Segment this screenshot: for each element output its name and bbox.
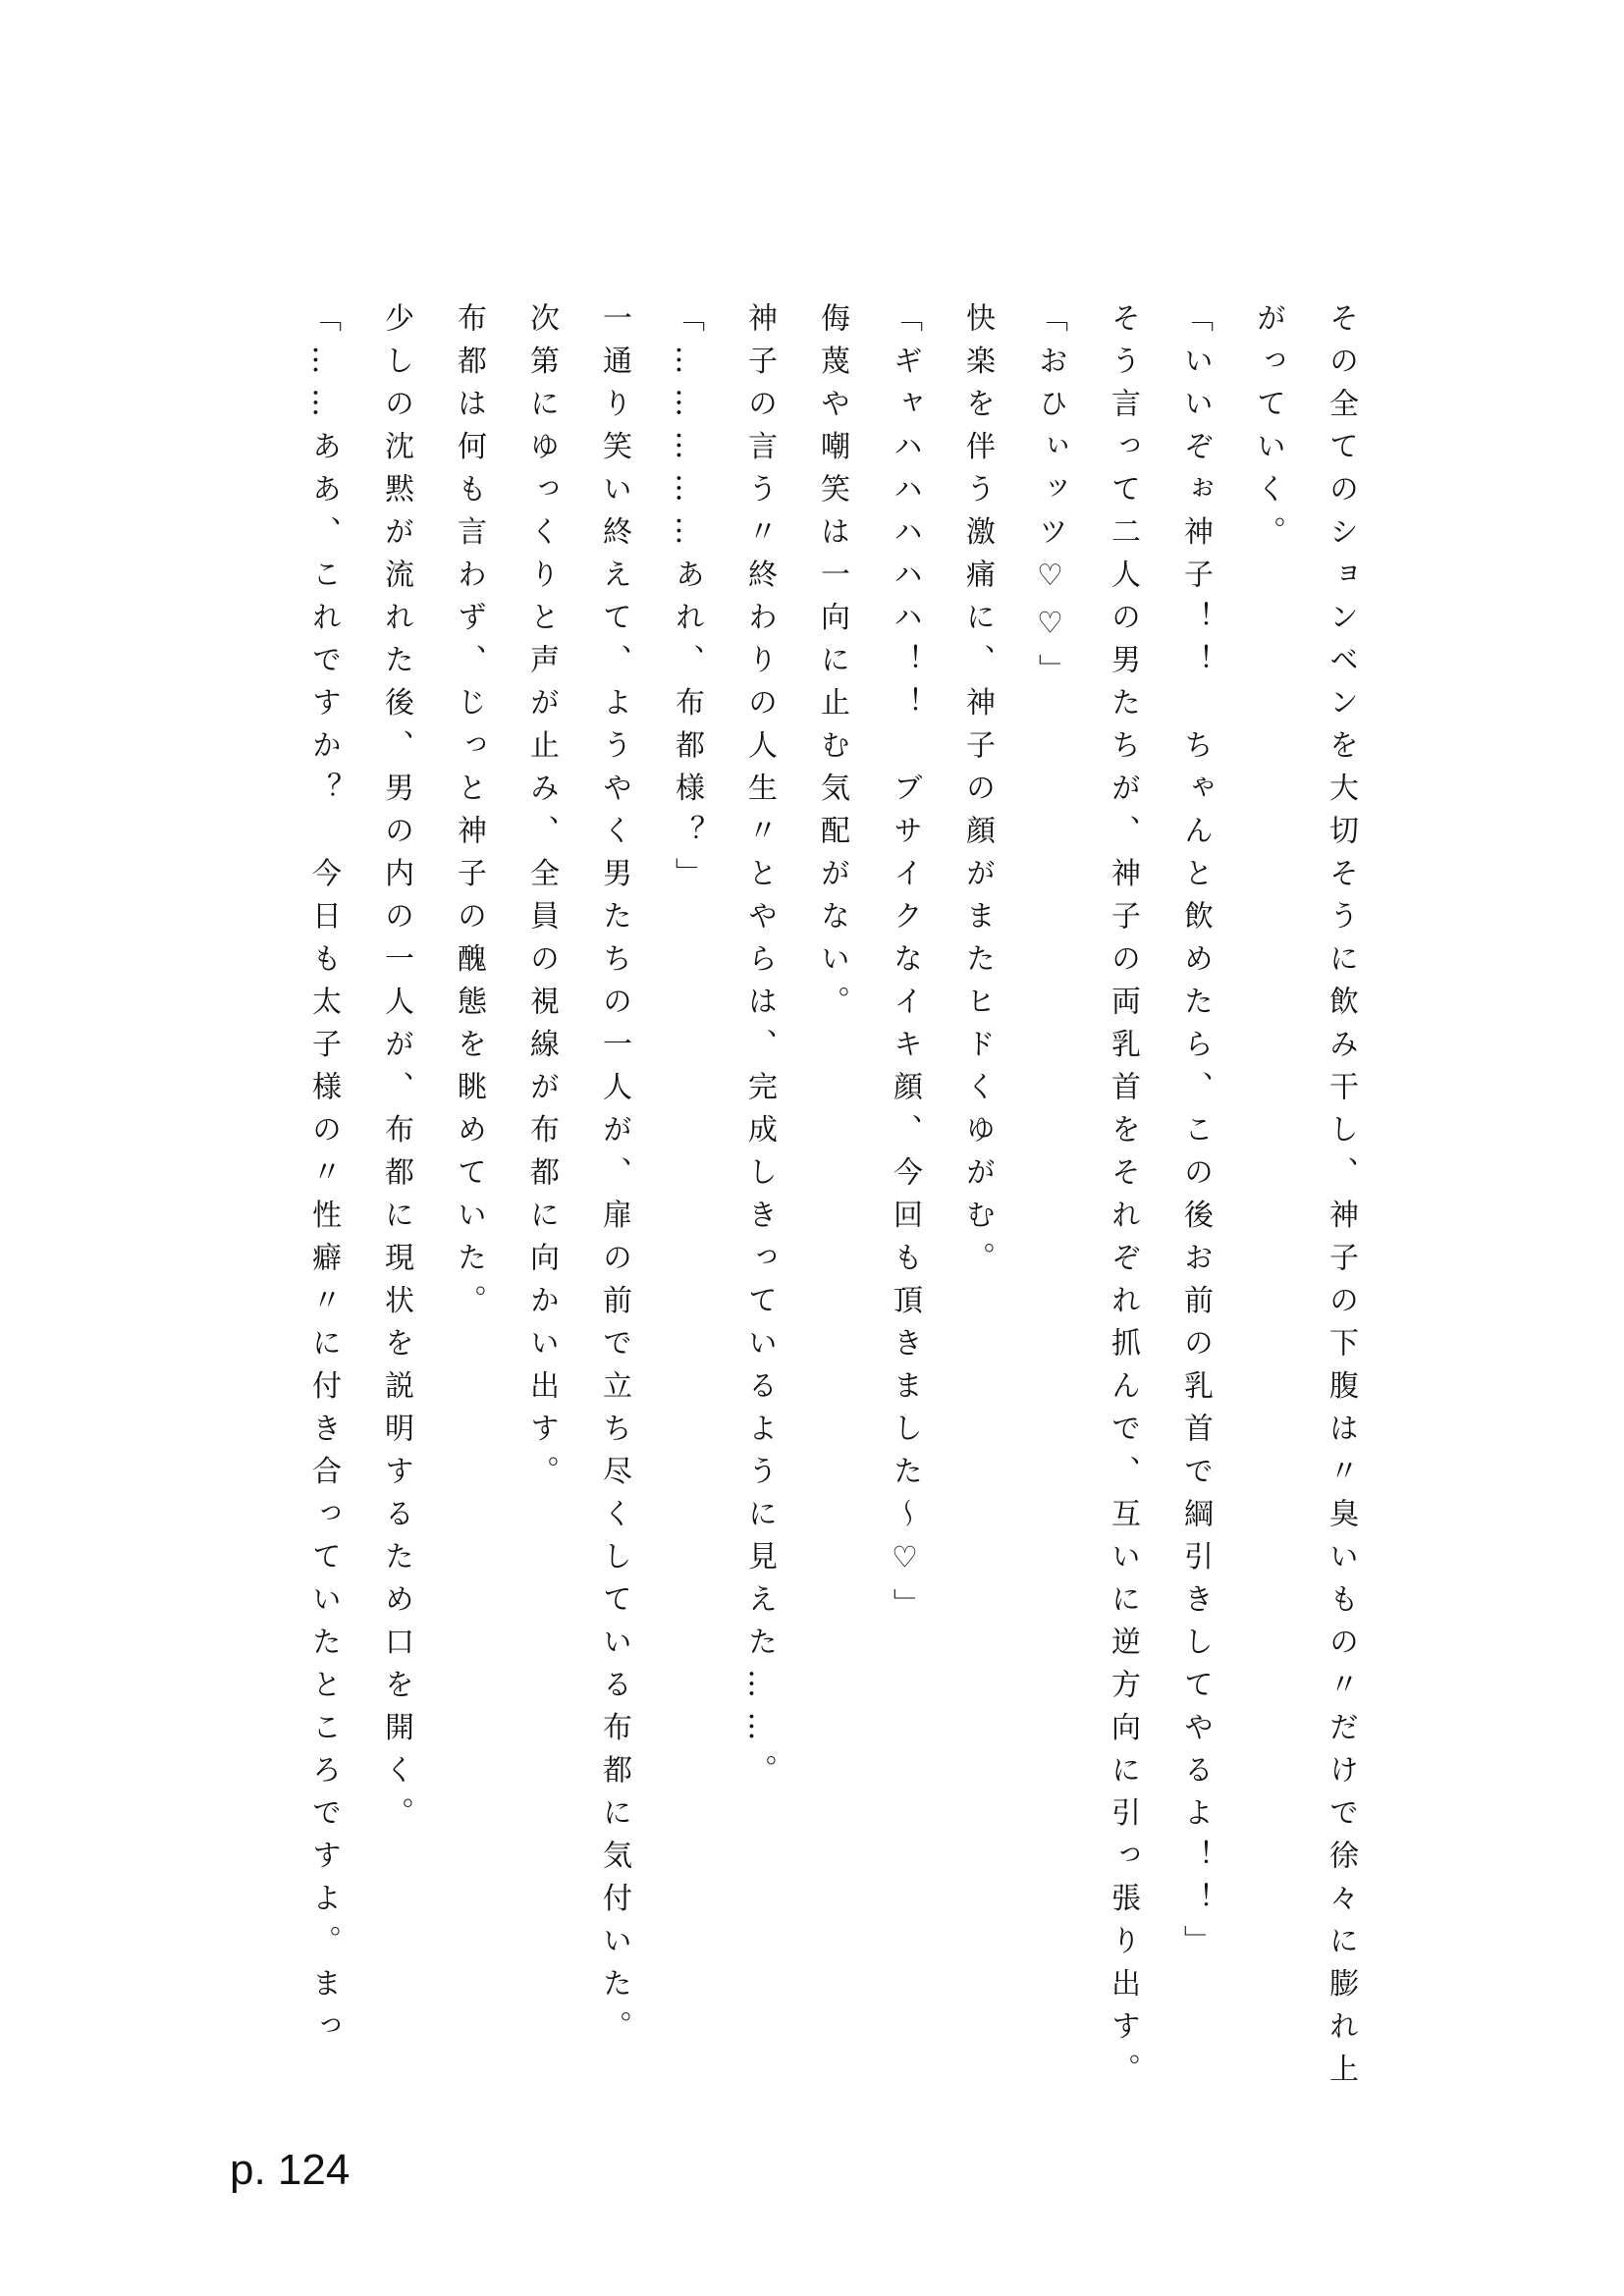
- paragraph-10: 一通り笑い終えて、ようやく男たちの一人が、扉の前で立ち尽くしている布都に気付いた。: [597, 302, 631, 2054]
- paragraph-4: 「おひぃッツ♡♡」: [1033, 302, 1067, 697]
- page-number: p. 124: [230, 2146, 351, 2194]
- paragraph-13: 少しの沈黙が流れた後、男の内の一人が、布都に現状を説明するため口を開く。: [379, 302, 413, 1840]
- paragraph-2: 「いいぞぉ神子！！ ちゃんと飲めたら、この後お前の乳首で綱引きしてやるよ！！」: [1178, 302, 1213, 1968]
- paragraph-11: 次第にゆっくりと声が止み、全員の視線が布都に向かい出す。: [524, 302, 559, 1498]
- paragraph-9: 「……………あれ、布都様？」: [670, 302, 704, 900]
- paragraph-7: 侮蔑や嘲笑は一向に止む気配がない。: [815, 302, 849, 1029]
- paragraph-5: 快楽を伴う激痛に、神子の顔がまたヒドくゆがむ。: [960, 302, 995, 1285]
- paragraph-12: 布都は何も言わず、じっと神子の醜態を眺めていた。: [452, 302, 486, 1327]
- paragraph-8: 神子の言う〃終わりの人生〃とやらは、完成しきっているように見えた……。: [742, 302, 777, 1797]
- paragraph-6: 「ギャハハハハハ！！ ブサイクなイキ顔、今回も頂きました～♡」: [888, 302, 922, 1631]
- paragraph-1: その全てのションベンを大切そうに飲み干し、神子の下腹は〃臭いもの〃だけで徐々に膨れ上がっていく。: [1251, 302, 1358, 2096]
- paragraph-14: 「……ああ、これですか？ 今日も太子様の〃性癖〃に付き合っていたところですよ。まっ: [306, 302, 341, 2054]
- vertical-text-body: [198, 302, 1377, 2109]
- paragraph-3: そう言って二人の男たちが、神子の両乳首をそれぞれ抓んで、互いに逆方向に引っ張り出す。: [1106, 302, 1140, 2096]
